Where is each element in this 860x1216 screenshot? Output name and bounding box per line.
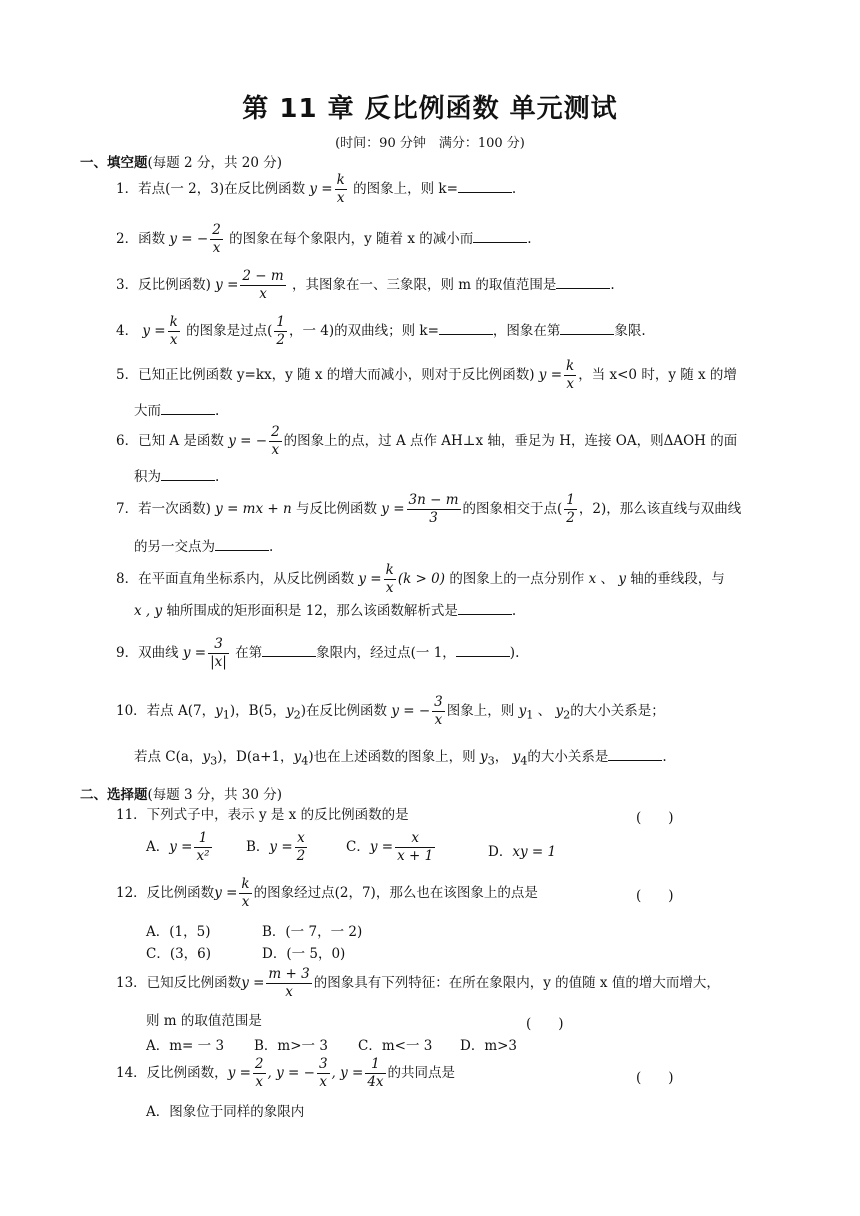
q9-text: 象限内，经过点(一 1， <box>316 645 456 661</box>
math: y = <box>381 501 405 517</box>
question-6 <box>116 424 737 459</box>
denominator: x <box>566 376 574 392</box>
question-5-cont <box>134 402 219 420</box>
answer-blank[interactable] <box>556 276 610 289</box>
q3-text: . <box>610 277 615 293</box>
math: , y = − <box>267 1065 315 1081</box>
q9-text: 在第 <box>235 645 263 661</box>
option-b[interactable]: B．(一 7，一 2) <box>262 924 363 940</box>
fraction <box>407 492 461 527</box>
option-c[interactable] <box>346 830 437 865</box>
question-7-cont <box>134 538 273 556</box>
math: y = − <box>391 703 431 719</box>
q8-text: 轴的垂线段，与 <box>630 571 725 587</box>
math: y = <box>142 323 166 339</box>
option-a[interactable]: A．(1，5) <box>146 924 211 940</box>
q10-text: 若点 C(a， <box>134 749 203 765</box>
math: y <box>293 749 302 765</box>
q10-text: . <box>662 749 667 765</box>
q12-text: 12．反比例函数 <box>116 885 215 901</box>
numerator: x <box>395 830 435 848</box>
math: y <box>518 703 527 719</box>
q13-text: 的图象具有下列特征：在所在象限内，y 的值随 x 值的增大而增大， <box>313 975 720 991</box>
q10-text: )，B(5， <box>229 703 286 719</box>
page-title: 第 11 章 反比例函数 单元测试 <box>242 94 618 124</box>
numerator: 1 <box>365 1056 385 1074</box>
q14-text: 的共同点是 <box>387 1065 456 1081</box>
q1-text: . <box>511 181 517 197</box>
subscript: 1 <box>222 708 230 722</box>
denominator: x <box>285 984 293 1000</box>
q3-text: 3．反比例函数) <box>116 277 211 293</box>
math: y = <box>169 839 193 855</box>
q4-text: 4． <box>116 323 139 339</box>
q13-text: 则 m 的取值范围是 <box>146 1013 262 1029</box>
q12-text: 的图象经过点(2，7)，那么也在该图象上的点是 <box>253 885 538 901</box>
numerator: 3 <box>208 636 229 654</box>
math: , y = <box>331 1065 364 1081</box>
q2-text: . <box>527 231 532 247</box>
denominator: x <box>255 1074 264 1090</box>
q9-text: ). <box>509 645 520 661</box>
q2-text: 的图象在每个象限内，y 随着 x 的减小而 <box>229 231 474 247</box>
q8-text: 8．在平面直角坐标系内，从反比例函数 <box>116 571 355 587</box>
option-b[interactable]: B．m>一 3 <box>254 1038 328 1054</box>
denominator: 4x <box>367 1074 384 1090</box>
option-a[interactable] <box>146 830 214 865</box>
fraction <box>239 876 251 911</box>
math: y = <box>538 367 563 383</box>
section-note: (每题 2 分，共 20 分) <box>147 155 282 171</box>
question-12 <box>116 876 538 911</box>
fraction <box>564 358 576 393</box>
math: y = mx + n <box>215 501 292 517</box>
q3-text: ，其图象在一、三象限，则 m 的取值范围是 <box>291 277 557 293</box>
math: y <box>555 703 564 719</box>
math: xy = 1 <box>512 844 557 860</box>
q8-text: 轴所围成的矩形面积是 12，那么该函数解析式是 <box>166 603 458 619</box>
numerator: 3 <box>318 1056 328 1072</box>
q10-text: )也在上述函数的图象上，则 <box>308 749 476 765</box>
q10-text: )，D(a+1， <box>217 749 294 765</box>
q4-text: 象限. <box>614 323 646 339</box>
q10-text: 、 <box>537 703 552 719</box>
q13-text: 13．已知反比例函数 <box>116 975 242 991</box>
denominator: x <box>434 712 443 728</box>
fraction <box>168 314 180 349</box>
answer-blank[interactable] <box>458 180 512 193</box>
answer-paren[interactable]: ( ) <box>636 810 674 826</box>
question-7 <box>116 492 741 527</box>
answer-paren[interactable]: ( ) <box>636 888 674 904</box>
fraction <box>295 830 308 865</box>
subscript: 2 <box>563 708 571 722</box>
q10-text: )在反比例函数 <box>300 703 388 719</box>
section-note: (每题 3 分，共 30 分) <box>147 787 282 803</box>
denominator: x + 1 <box>397 848 434 864</box>
denominator: 2 <box>296 848 306 864</box>
q6-text: . <box>215 469 220 485</box>
math: y = <box>227 1065 251 1081</box>
question-6-cont <box>134 468 219 486</box>
subscript: 3 <box>210 754 218 768</box>
q7-text: . <box>269 539 274 555</box>
q5-text: 5．已知正比例函数 y=kx，y 随 x 的增大而减小，则对于反比例函数) <box>116 367 535 383</box>
denominator: x <box>336 190 345 206</box>
q7-text: 的另一交点为 <box>134 539 215 555</box>
numerator: 3 <box>434 694 443 710</box>
section-heading: 二、选择题 <box>80 787 148 803</box>
question-4 <box>116 314 646 349</box>
subscript: 3 <box>487 754 495 768</box>
q5-text: ，当 x<0 时，y 随 x 的增 <box>578 367 737 383</box>
fraction <box>240 268 285 303</box>
denominator: x <box>385 580 394 596</box>
math: y = <box>309 181 333 197</box>
option-c[interactable]: C．(3，6) <box>146 946 212 962</box>
answer-blank[interactable] <box>161 402 215 415</box>
numerator: 1 <box>276 314 285 330</box>
question-11 <box>116 806 409 824</box>
question-2 <box>116 222 532 257</box>
math: y <box>479 749 488 765</box>
answer-blank[interactable] <box>215 538 269 551</box>
q5-text: 大而 <box>134 403 161 419</box>
q11-stem: 11．下列式子中，表示 y 是 x 的反比例函数的是 <box>116 807 409 823</box>
numerator: 3n − m <box>408 492 459 508</box>
denominator: |x| <box>210 654 227 670</box>
math: y = <box>269 839 293 855</box>
section-heading: 一、填空题 <box>80 155 148 171</box>
subscript: 2 <box>293 708 301 722</box>
question-5 <box>116 358 737 393</box>
q8-text: . <box>511 603 517 619</box>
subscript: 4 <box>301 754 309 768</box>
q10-text: 的大小关系是 <box>570 703 652 719</box>
answer-blank[interactable] <box>608 748 662 761</box>
question-10 <box>116 694 665 729</box>
q6-text: 的图象上的点，过 A 点作 AH⊥x 轴，垂足为 H，连接 OA，则ΔAOH 的面 <box>283 433 738 449</box>
answer-blank[interactable] <box>560 322 614 335</box>
numerator: 2 − m <box>242 268 284 284</box>
q10-text: 的大小关系是 <box>527 749 609 765</box>
question-3 <box>116 268 615 303</box>
fraction <box>564 492 577 527</box>
option-label: B． <box>246 839 270 855</box>
math: y <box>618 571 626 587</box>
q1-text: 1．若点(一 2，3)在反比例函数 <box>116 181 306 197</box>
answer-blank[interactable] <box>161 468 215 481</box>
denominator: 2 <box>566 510 575 526</box>
answer-blank[interactable] <box>439 322 493 335</box>
numerator: 1 <box>566 492 575 508</box>
option-d[interactable] <box>488 840 556 860</box>
numerator: k <box>566 358 575 374</box>
q6-text: 6．已知 A 是函数 <box>116 433 224 449</box>
q5-text: . <box>215 403 220 419</box>
fraction <box>317 1056 330 1091</box>
answer-paren[interactable]: ( ) <box>636 1070 674 1086</box>
subscript: 4 <box>520 754 528 768</box>
math: x <box>588 571 597 587</box>
numerator: k <box>169 314 178 330</box>
question-10-cont <box>134 748 667 771</box>
option-d[interactable]: D．m>3 <box>460 1038 518 1054</box>
question-8-cont <box>134 602 516 620</box>
section-choice <box>80 786 282 804</box>
option-a[interactable]: A．图象位于同样的象限内 <box>146 1104 305 1120</box>
numerator: 2 <box>271 424 280 440</box>
option-a[interactable]: A．m= 一 3 <box>146 1038 225 1054</box>
q10-text: 10．若点 A(7， <box>116 703 216 719</box>
option-label: D． <box>488 844 513 860</box>
question-14 <box>116 1056 455 1091</box>
numerator: x <box>295 830 308 848</box>
question-13-cont <box>146 1012 262 1030</box>
q4-text: 的图象是过点( <box>186 323 273 339</box>
denominator: x <box>259 286 267 302</box>
math: y = − <box>169 231 209 247</box>
q4-text: ，一 4)的双曲线；则 k= <box>288 323 439 339</box>
answer-blank[interactable] <box>458 602 512 615</box>
q14-text: 14．反比例函数， <box>116 1065 228 1081</box>
fraction <box>266 966 311 1001</box>
fraction <box>269 424 282 459</box>
numerator: k <box>241 876 250 892</box>
denominator: x <box>319 1074 328 1090</box>
numerator: k <box>385 562 394 578</box>
q7-text: 的图象相交于点( <box>462 501 563 517</box>
q7-text: 与反比例函数 <box>295 501 377 517</box>
math: y = <box>182 645 207 661</box>
fraction <box>210 222 223 257</box>
math: y = − <box>228 433 268 449</box>
section-fill-in <box>80 154 282 172</box>
fraction <box>384 562 396 597</box>
math: y = <box>214 885 238 901</box>
denominator: x <box>241 894 250 910</box>
numerator: 1 <box>194 830 211 848</box>
numerator: 2 <box>212 222 221 238</box>
denominator: x² <box>196 848 210 864</box>
option-b[interactable] <box>246 830 309 865</box>
answer-blank[interactable] <box>456 644 510 657</box>
option-d[interactable]: D．(一 5，0) <box>262 946 346 962</box>
question-1 <box>116 172 516 207</box>
q8-text: 的图象上的一点分别作 <box>449 571 585 587</box>
fraction <box>395 830 435 865</box>
fraction <box>194 830 211 865</box>
denominator: x <box>271 442 280 458</box>
math: y <box>512 749 521 765</box>
math: y <box>285 703 294 719</box>
denominator: x <box>169 332 178 348</box>
answer-paren[interactable]: ( ) <box>526 1016 564 1032</box>
denominator: x <box>212 240 221 256</box>
fraction <box>253 1056 266 1091</box>
denominator: 3 <box>429 510 438 526</box>
q2-text: 2．函数 <box>116 231 166 247</box>
fraction <box>274 314 287 349</box>
answer-blank[interactable] <box>473 230 527 243</box>
math: y = <box>369 839 394 855</box>
answer-blank[interactable] <box>262 644 316 657</box>
math: x , y <box>134 603 163 619</box>
q7-text: ，2)，那么该直线与双曲线 <box>578 501 742 517</box>
numerator: 2 <box>254 1056 264 1072</box>
math: y = <box>215 277 239 293</box>
question-13 <box>116 966 720 1001</box>
page-subtitle: (时间：90 分钟 满分：100 分) <box>335 136 525 151</box>
q7-text: 7．若一次函数) <box>116 501 211 517</box>
fraction <box>365 1056 385 1091</box>
fraction <box>335 172 347 207</box>
q4-text: ，图象在第 <box>492 323 561 339</box>
numerator: m + 3 <box>268 966 310 982</box>
option-c[interactable]: C．m<一 3 <box>358 1038 433 1054</box>
question-8 <box>116 562 725 597</box>
math: y = <box>358 571 382 587</box>
fraction <box>432 694 445 729</box>
q10-text: ； <box>651 703 665 719</box>
q1-text: 的图象上，则 k= <box>353 181 458 197</box>
math: (k > 0) <box>397 571 446 587</box>
math: y = <box>241 975 265 991</box>
fraction <box>208 636 229 671</box>
q10-text: ， <box>494 749 509 765</box>
subscript: 1 <box>526 708 534 722</box>
math: y <box>202 749 211 765</box>
q10-text: 图象上，则 <box>446 703 515 719</box>
question-9 <box>116 636 519 671</box>
numerator: k <box>336 172 345 188</box>
option-label: A． <box>146 839 170 855</box>
math: y <box>215 703 223 719</box>
q8-text: 、 <box>600 571 615 587</box>
option-label: C． <box>346 839 370 855</box>
q9-text: 9．双曲线 <box>116 645 179 661</box>
q6-text: 积为 <box>134 469 161 485</box>
denominator: 2 <box>276 332 285 348</box>
